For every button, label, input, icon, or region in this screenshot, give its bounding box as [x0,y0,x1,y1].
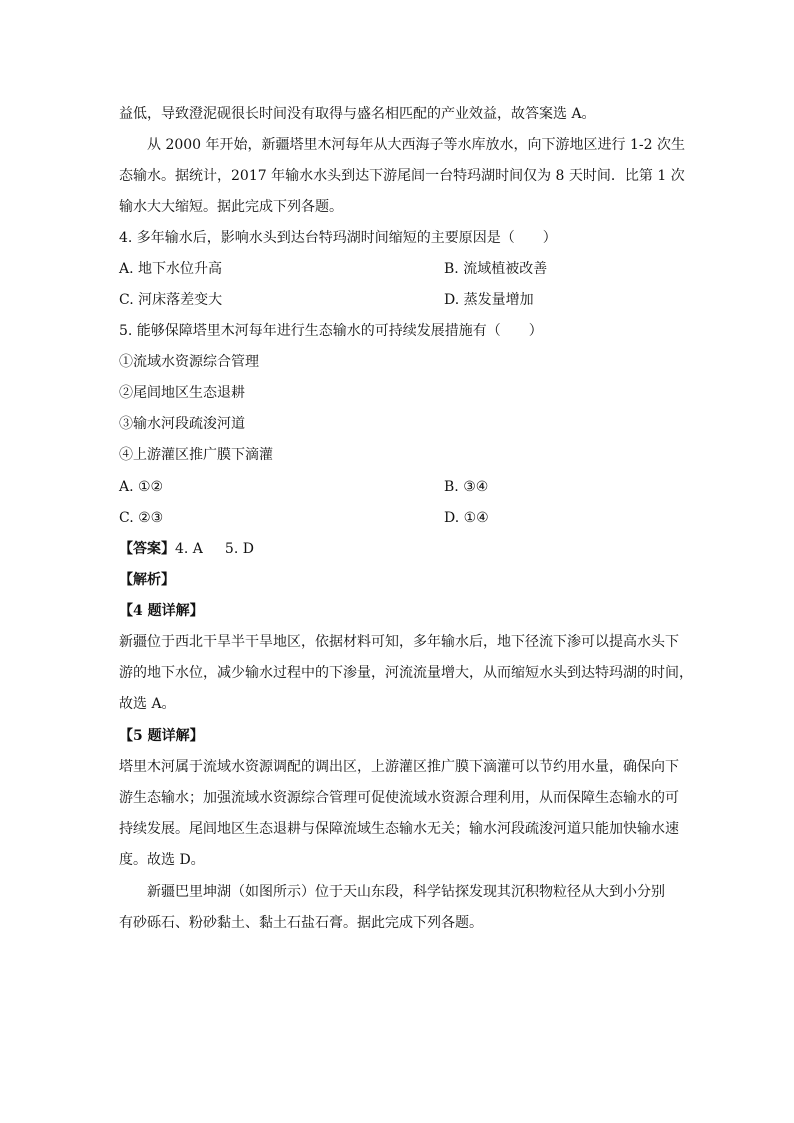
q5-analysis-line-2: 游生态输水；加强流域水资源综合管理可促使流域水资源合理利用，从而保障生态输水的可 [119,790,679,806]
q5-analysis-line-1: 塔里木河属于流域水资源调配的调出区，上游灌区推广膜下滴灌可以节约用水量，确保向下 [119,759,679,775]
q5-analysis-heading: 【5 题详解】 [119,728,204,744]
question-5-stem: 5. 能够保障塔里木河每年进行生态输水的可持续发展措施有（ ） [119,323,543,339]
q5-analysis-line-3: 持续发展。尾闾地区生态退耕与保障流域生态输水无关；输水河段疏浚河道只能加快输水速 [119,821,679,837]
intro-tail-paragraph: 益低，导致澄泥砚很长时间没有取得与盛名相匹配的产业效益，故答案选 A。 [119,106,596,122]
question-4-stem: 4. 多年输水后，影响水头到达台特玛湖时间缩短的主要原因是（ ） [119,230,557,246]
q5-item-4: ④上游灌区推广膜下滴灌 [119,447,273,463]
q5-item-3: ③输水河段疏浚河道 [119,416,245,432]
passage2-line-1: 新疆巴里坤湖（如图所示）位于天山东段，科学钻探发现其沉积物粒径从大到小分别 [147,884,665,900]
q5-item-2: ②尾闾地区生态退耕 [119,385,245,401]
passage1-line-3: 输水大大缩短。据此完成下列各题。 [119,199,343,215]
q4-option-a: A. 地下水位升高 [119,261,223,277]
passage2-line-2: 有砂砾石、粉砂黏土、黏土石盐石膏。据此完成下列各题。 [119,915,483,931]
answer-5: 5. D [224,541,254,557]
passage1-line-1: 从 2000 年开始，新疆塔里木河每年从大西海子等水库放水，向下游地区进行 1-2 次生 [147,137,685,153]
q5-option-c: C. ②③ [119,510,164,526]
answer-line [119,539,679,559]
q5-analysis-line-4: 度。故选 D。 [119,852,205,868]
answer-label: 【答案】 [119,541,175,557]
q4-analysis-line-1: 新疆位于西北干旱半干旱地区，依据材料可知，多年输水后，地下径流下渗可以提高水头下 [119,634,679,650]
q4-option-b: B. 流域植被改善 [444,261,548,277]
passage1-line-2: 态输水。据统计，2017 年输水水头到达下游尾闾一台特玛湖时间仅为 8 天时间．比第 1 次 [119,168,685,184]
answer-4: 4. A [175,541,203,557]
q4-option-c: C. 河床落差变大 [119,292,223,308]
q4-analysis-line-3: 故选 A。 [119,696,176,712]
analysis-label: 【解析】 [119,572,175,588]
q4-analysis-line-2: 游的地下水位，减少输水过程中的下渗量，河流流量增大，从而缩短水头到达特玛湖的时间， [119,665,693,681]
q5-item-1: ①流域水资源综合管理 [119,354,259,370]
q5-option-d: D. ①④ [444,510,489,526]
q5-option-b: B. ③④ [444,479,489,495]
q4-option-d: D. 蒸发量增加 [444,292,534,308]
q5-option-a: A. ①② [119,479,164,495]
q4-analysis-heading: 【4 题详解】 [119,603,204,619]
